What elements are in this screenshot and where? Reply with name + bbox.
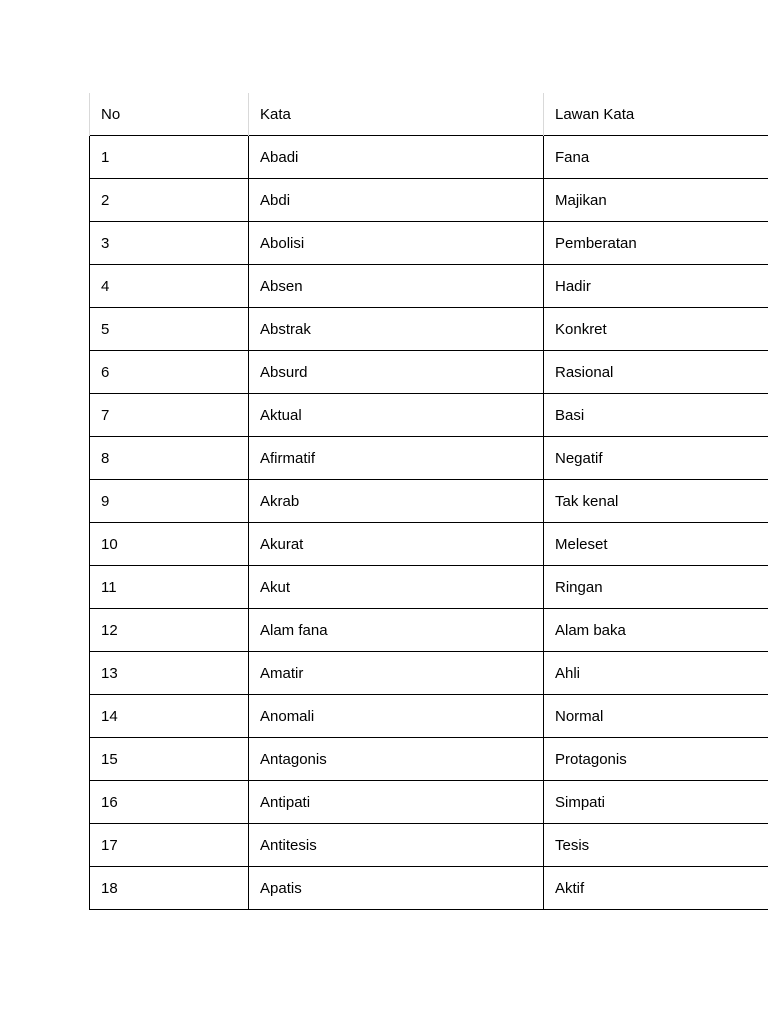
cell-lawan-kata: Normal	[544, 695, 768, 738]
table-row	[90, 308, 768, 351]
table-row	[90, 480, 768, 523]
table-body	[90, 136, 768, 910]
cell-lawan-kata: Pemberatan	[544, 222, 768, 265]
table-row	[90, 394, 768, 437]
table-row	[90, 265, 768, 308]
table-row	[90, 136, 768, 179]
cell-no: 18	[90, 867, 249, 910]
cell-lawan-kata: Negatif	[544, 437, 768, 480]
cell-no: 15	[90, 738, 249, 781]
table-row	[90, 781, 768, 824]
cell-kata: Afirmatif	[249, 437, 544, 480]
table-row	[90, 609, 768, 652]
cell-no: 3	[90, 222, 249, 265]
header-lawan-kata: Lawan Kata	[544, 93, 768, 136]
cell-no: 12	[90, 609, 249, 652]
cell-kata: Antitesis	[249, 824, 544, 867]
cell-lawan-kata: Majikan	[544, 179, 768, 222]
table-row	[90, 738, 768, 781]
cell-no: 5	[90, 308, 249, 351]
header-kata: Kata	[249, 93, 544, 136]
cell-lawan-kata: Hadir	[544, 265, 768, 308]
table-row	[90, 437, 768, 480]
cell-no: 8	[90, 437, 249, 480]
table-row	[90, 867, 768, 910]
table-row	[90, 179, 768, 222]
cell-kata: Alam fana	[249, 609, 544, 652]
cell-no: 9	[90, 480, 249, 523]
cell-lawan-kata: Konkret	[544, 308, 768, 351]
cell-no: 7	[90, 394, 249, 437]
cell-no: 6	[90, 351, 249, 394]
table-row	[90, 695, 768, 738]
cell-kata: Apatis	[249, 867, 544, 910]
cell-no: 11	[90, 566, 249, 609]
table-row	[90, 824, 768, 867]
cell-no: 2	[90, 179, 249, 222]
cell-no: 10	[90, 523, 249, 566]
cell-lawan-kata: Ringan	[544, 566, 768, 609]
table-row	[90, 566, 768, 609]
cell-lawan-kata: Basi	[544, 394, 768, 437]
cell-kata: Akurat	[249, 523, 544, 566]
cell-lawan-kata: Fana	[544, 136, 768, 179]
cell-no: 1	[90, 136, 249, 179]
cell-kata: Abstrak	[249, 308, 544, 351]
cell-no: 14	[90, 695, 249, 738]
cell-no: 4	[90, 265, 249, 308]
cell-no: 17	[90, 824, 249, 867]
cell-kata: Absen	[249, 265, 544, 308]
cell-lawan-kata: Tak kenal	[544, 480, 768, 523]
cell-kata: Anomali	[249, 695, 544, 738]
cell-lawan-kata: Aktif	[544, 867, 768, 910]
cell-lawan-kata: Tesis	[544, 824, 768, 867]
table-row	[90, 652, 768, 695]
cell-kata: Abadi	[249, 136, 544, 179]
header-no: No	[90, 93, 249, 136]
cell-lawan-kata: Ahli	[544, 652, 768, 695]
cell-lawan-kata: Alam baka	[544, 609, 768, 652]
table-row	[90, 222, 768, 265]
cell-lawan-kata: Protagonis	[544, 738, 768, 781]
cell-lawan-kata: Meleset	[544, 523, 768, 566]
cell-no: 13	[90, 652, 249, 695]
cell-no: 16	[90, 781, 249, 824]
cell-kata: Abolisi	[249, 222, 544, 265]
cell-kata: Abdi	[249, 179, 544, 222]
table-header-row	[90, 93, 768, 136]
table-row	[90, 523, 768, 566]
antonym-table	[89, 93, 768, 910]
cell-lawan-kata: Simpati	[544, 781, 768, 824]
cell-kata: Antipati	[249, 781, 544, 824]
cell-kata: Amatir	[249, 652, 544, 695]
table-row	[90, 351, 768, 394]
cell-kata: Akrab	[249, 480, 544, 523]
cell-kata: Antagonis	[249, 738, 544, 781]
cell-kata: Akut	[249, 566, 544, 609]
cell-lawan-kata: Rasional	[544, 351, 768, 394]
cell-kata: Aktual	[249, 394, 544, 437]
cell-kata: Absurd	[249, 351, 544, 394]
